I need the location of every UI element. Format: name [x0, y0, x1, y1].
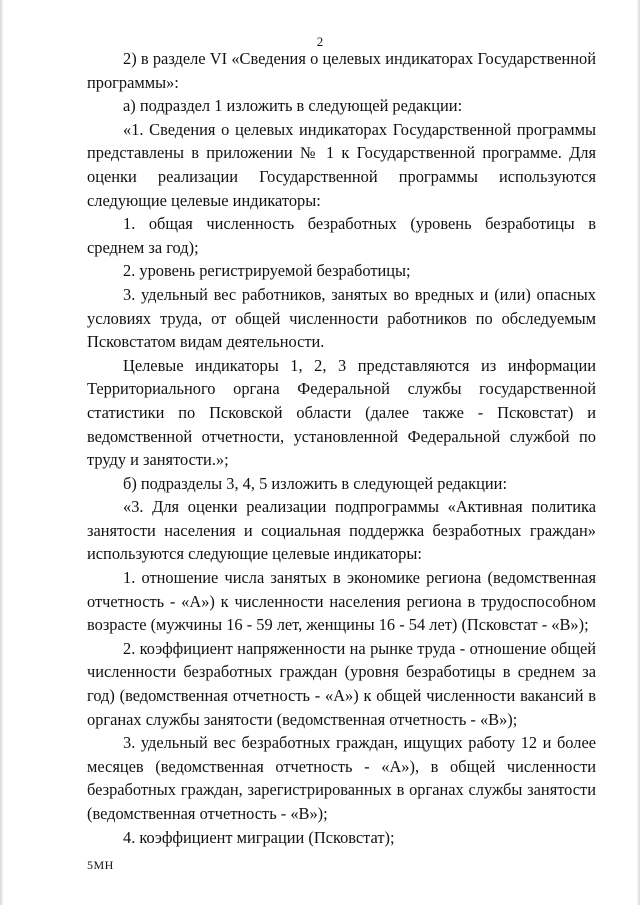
paragraph-sub-indicator-1: 1. отношение числа занятых в экономике региона (ведомственная отчетность - «А») к численности населения региона в трудоспособном возрасте (мужчины 16 - 59 лет, женщины 16 - 54 лет) (Псковстат - «В»);	[87, 568, 596, 635]
document-body	[87, 47, 596, 849]
paragraph-section-vi: 2) в разделе VI «Сведения о целевых индикаторах Государственной программы»:	[87, 49, 596, 92]
paragraph-indicator-2: 2. уровень регистрируемой безработицы;	[123, 261, 411, 281]
scan-edge-left	[0, 0, 3, 905]
paragraph-indicator-1: 1. общая численность безработных (уровень безработицы в среднем за год);	[87, 214, 596, 257]
page-number: 2	[316, 34, 324, 49]
footer-code: 5МН	[87, 858, 114, 872]
paragraph-sub-indicator-4: 4. коэффициент миграции (Псковстат);	[123, 827, 395, 847]
paragraph-indicators-intro: «1. Сведения о целевых индикаторах Государственной программы представлены в приложении № 1 к Государственной программе. Для оценки реализации Государственной программы используются следующие целевые индикаторы:	[87, 119, 596, 210]
paragraph-sub-indicator-2: 2. коэффициент напряженности на рынке труда - отношение общей численности безработных граждан (уровня безработицы в среднем за год) (ведомственная отчетность - «А») к общей численности вакансий в органах службы занятости (ведомственная отчетность - «В»);	[87, 638, 596, 729]
paragraph-subsection-a: а) подраздел 1 изложить в следующей редакции:	[123, 96, 463, 116]
paragraph-subsection-b: б) подразделы 3, 4, 5 изложить в следующей редакции:	[123, 473, 507, 493]
paragraph-indicators-source: Целевые индикаторы 1, 2, 3 представляются из информации Территориального органа Федеральной службы государственной статистики по Псковской области (далее также - Псковстат) и ведомственной отчетности, установленной Федеральной службой по труду и занятости.»;	[87, 355, 596, 470]
paragraph-subprogram-intro: «3. Для оценки реализации подпрограммы «Активная политика занятости населения и социальная поддержка безработных граждан» используются следующие целевые индикаторы:	[87, 497, 596, 564]
paragraph-indicator-3: 3. удельный вес работников, занятых во вредных и (или) опасных условиях труда, от общей численности работников по обследуемым Псковстатом видам деятельности.	[87, 284, 596, 352]
paragraph-sub-indicator-3: 3. удельный вес безработных граждан, ищущих работу 12 и более месяцев (ведомственная отчетность - «А»), в общей численности безработных граждан, зарегистрированных в органах службы занятости (ведомственная отчетность - «В»);	[87, 733, 596, 823]
